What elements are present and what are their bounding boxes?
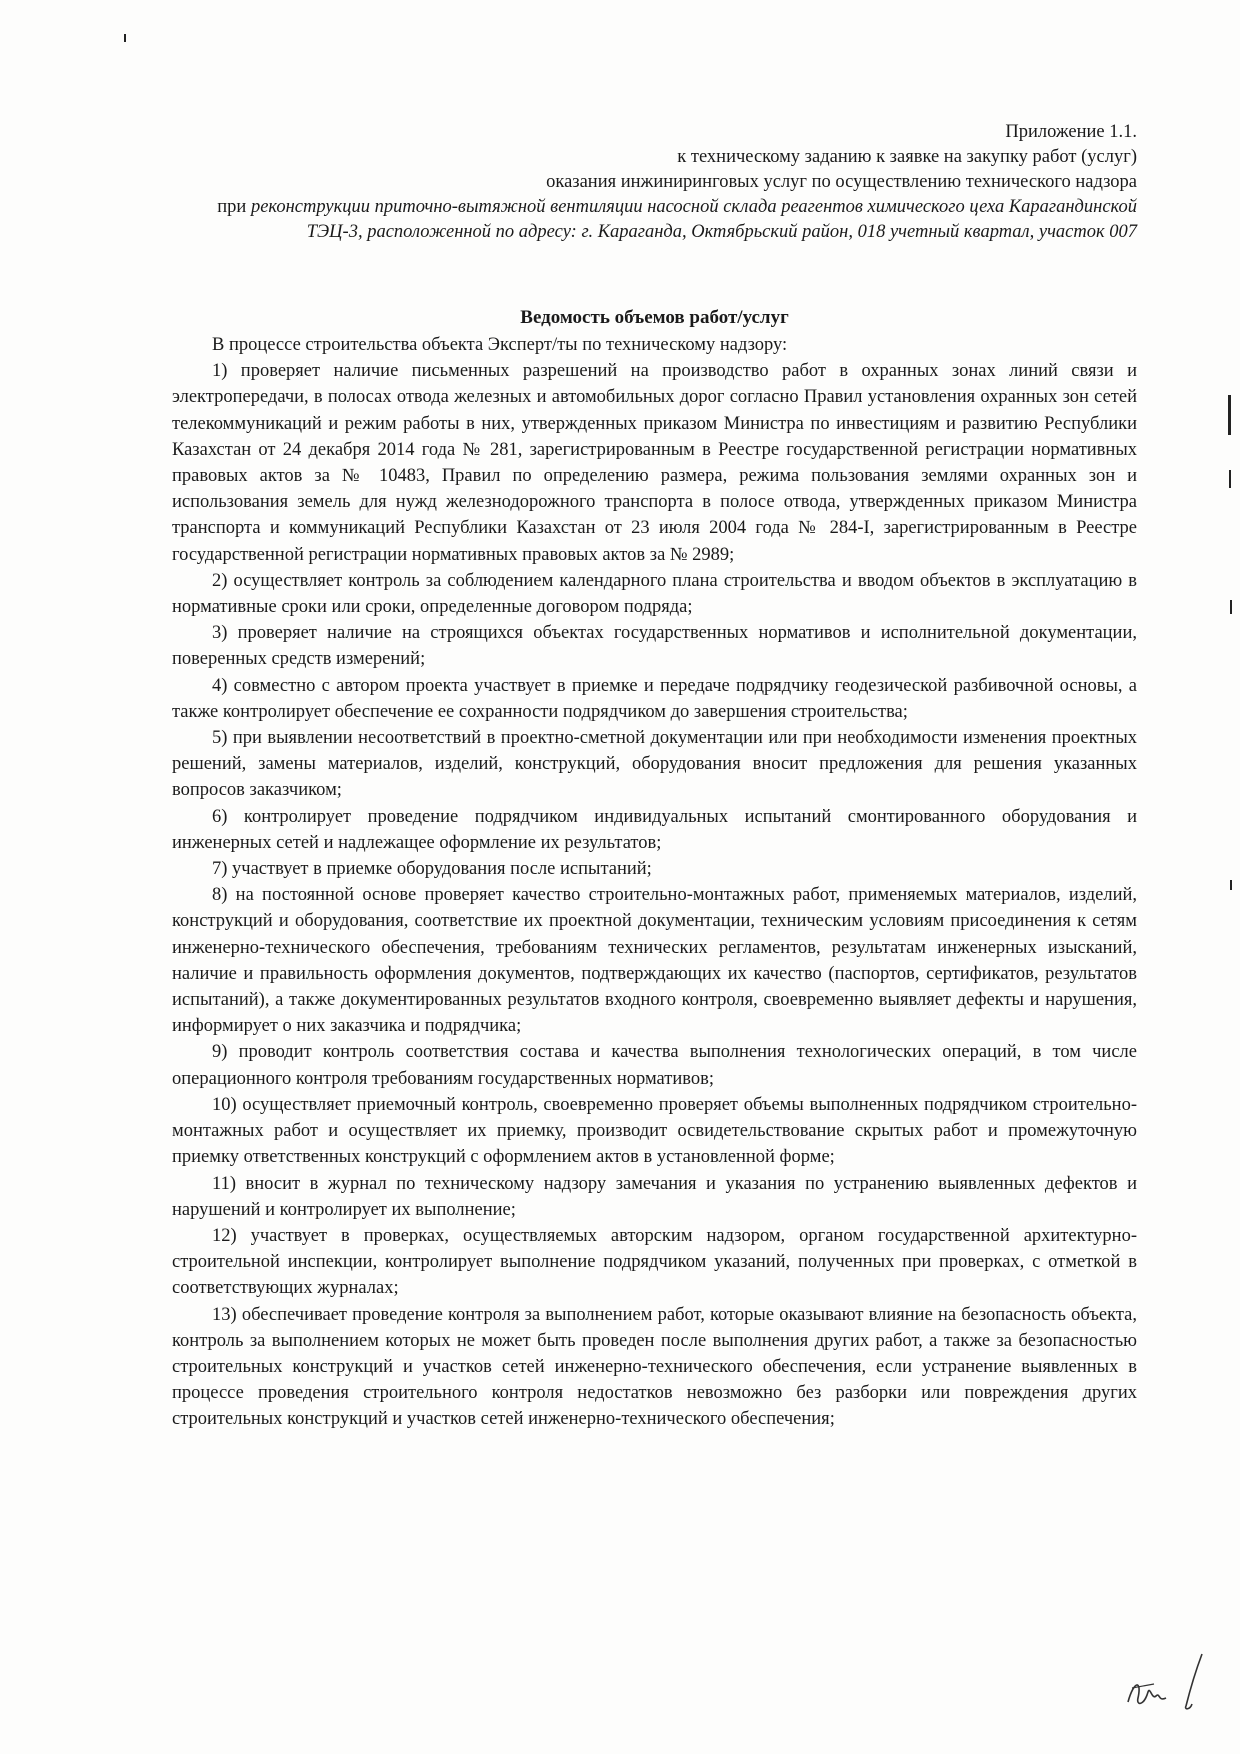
- list-item: 9) проводит контроль соответствия состава и качества выполнения технологических операций, в том числе операционного контроля требованиям государственных нормативов;: [172, 1042, 1137, 1089]
- list-item: 6) контролирует проведение подрядчиком индивидуальных испытаний смонтированного оборудования и инженерных сетей и надлежащее оформление их результатов;: [172, 806, 1137, 853]
- document-title: Ведомость объемов работ/услуг: [520, 307, 789, 328]
- appendix-service-line: оказания инжиниринговых услуг по осуществлению технического надзора: [546, 172, 1137, 192]
- list-item: 5) при выявлении несоответствий в проектно-сметной документации или при необходимости изменения проектных решений, замены материалов, изделий, конструкций, оборудования вносит предложения для решения указанных вопросов заказчиком;: [172, 728, 1137, 801]
- document-body: [172, 332, 1137, 1433]
- list-item: 3) проверяет наличие на строящихся объектах государственных нормативов и исполнительной документации, поверенных средств измерений;: [172, 623, 1137, 670]
- list-item: 1) проверяет наличие письменных разрешений на производство работ в охранных зонах линий связи и электропередачи, в полосах отвода железных и автомобильных дорог согласно Правил установления охранных зон сетей телекоммуникаций и режим работы в них, утвержденных приказом Министра по инвестициям и развитию Республики Казахстан от 24 декабря 2014 года № 281, зарегистрированным в Реестре государственной регистрации нормативных правовых актов за № 10483, Правил по определению размера, режима пользования землями охранных зон и использования земель для нужд железнодорожного транспорта в полосе отвода, утвержденных приказом Министра транспорта и коммуникаций Республики Казахстан от 23 июля 2004 года № 284-I, зарегистрированным в Реестре государственной регистрации нормативных правовых актов за № 2989;: [172, 361, 1137, 565]
- list-item: 13) обеспечивает проведение контроля за выполнением работ, которые оказывают влияние на безопасность объекта, контроль за выполнением которых не может быть проведен после выполнения других работ, а также за безопасностью строительных конструкций и участков сетей инженерно-технического обеспечения, если устранение выявленных в процессе проведения строительного контроля недостатков невозможно без разборки или повреждения других строительных конструкций и участков сетей инженерно-технического обеспечения;: [172, 1304, 1137, 1430]
- list-item: 7) участвует в приемке оборудования после испытаний;: [212, 859, 652, 880]
- scan-artifact: [1230, 880, 1232, 890]
- scan-artifact: [1228, 395, 1231, 435]
- list-item: 12) участвует в проверках, осуществляемых авторским надзором, органом государственной архитектурно-строительной инспекции, контролирует выполнение подрядчиком указаний, полученных при проверках, с отметкой в соответствующих журналах;: [172, 1225, 1137, 1299]
- scan-artifact: [1230, 600, 1232, 614]
- list-item: 10) осуществляет приемочный контроль, своевременно проверяет объемы выполненных подрядчиком строительно-монтажных работ и осуществляет их приемку, производит освидетельствование скрытых работ и промежуточную приемку ответственных конструкций с оформлением актов в установленной форме;: [172, 1094, 1137, 1168]
- appendix-object-prefix: при: [217, 197, 251, 217]
- intro-paragraph: В процессе строительства объекта Эксперт/ты по техническому надзору:: [212, 335, 788, 355]
- list-item: 8) на постоянной основе проверяет качество строительно-монтажных работ, применяемых материалов, изделий, конструкций и оборудования, соответствие их проектной документации, техническим условиям присоединения к сетям инженерно-технического обеспечения, требованиям технических регламентов, результатам инженерных изысканий, наличие и правильность оформления документов, подтверждающих их качество (паспортов, сертификатов, результатов испытаний), а также документированных результатов входного контроля, своевременно выявляет дефекты и нарушения, информирует о них заказчика и подрядчика;: [172, 885, 1137, 1037]
- handwritten-signature: [1120, 1640, 1210, 1720]
- list-item: 4) совместно с автором проекта участвует в приемке и передаче подрядчику геодезической разбивочной основы, а также контролирует обеспечение ее сохранности подрядчиком до завершения строительства;: [172, 675, 1137, 722]
- scan-artifact: [1229, 470, 1231, 488]
- appendix-number: Приложение 1.1.: [1005, 122, 1137, 142]
- appendix-object-line: [190, 195, 1137, 245]
- appendix-header: [190, 120, 1137, 245]
- appendix-ref-line: к техническому заданию к заявке на закупку работ (услуг): [677, 147, 1137, 167]
- scan-artifact: [124, 34, 126, 42]
- appendix-object-description: реконструкции приточно-вытяжной вентиляции насосной склада реагентов химического цеха Карагандинской ТЭЦ-3, расположенной по адресу: г. Караганда, Октябрьский район, 018 учетный квартал, участок 007: [250, 197, 1137, 242]
- list-item: 11) вносит в журнал по техническому надзору замечания и указания по устранению выявленных дефектов и нарушений и контролирует их выполнение;: [172, 1173, 1137, 1220]
- list-item: 2) осуществляет контроль за соблюдением календарного плана строительства и вводом объектов в эксплуатацию в нормативные сроки или сроки, определенные договором подряда;: [172, 570, 1137, 618]
